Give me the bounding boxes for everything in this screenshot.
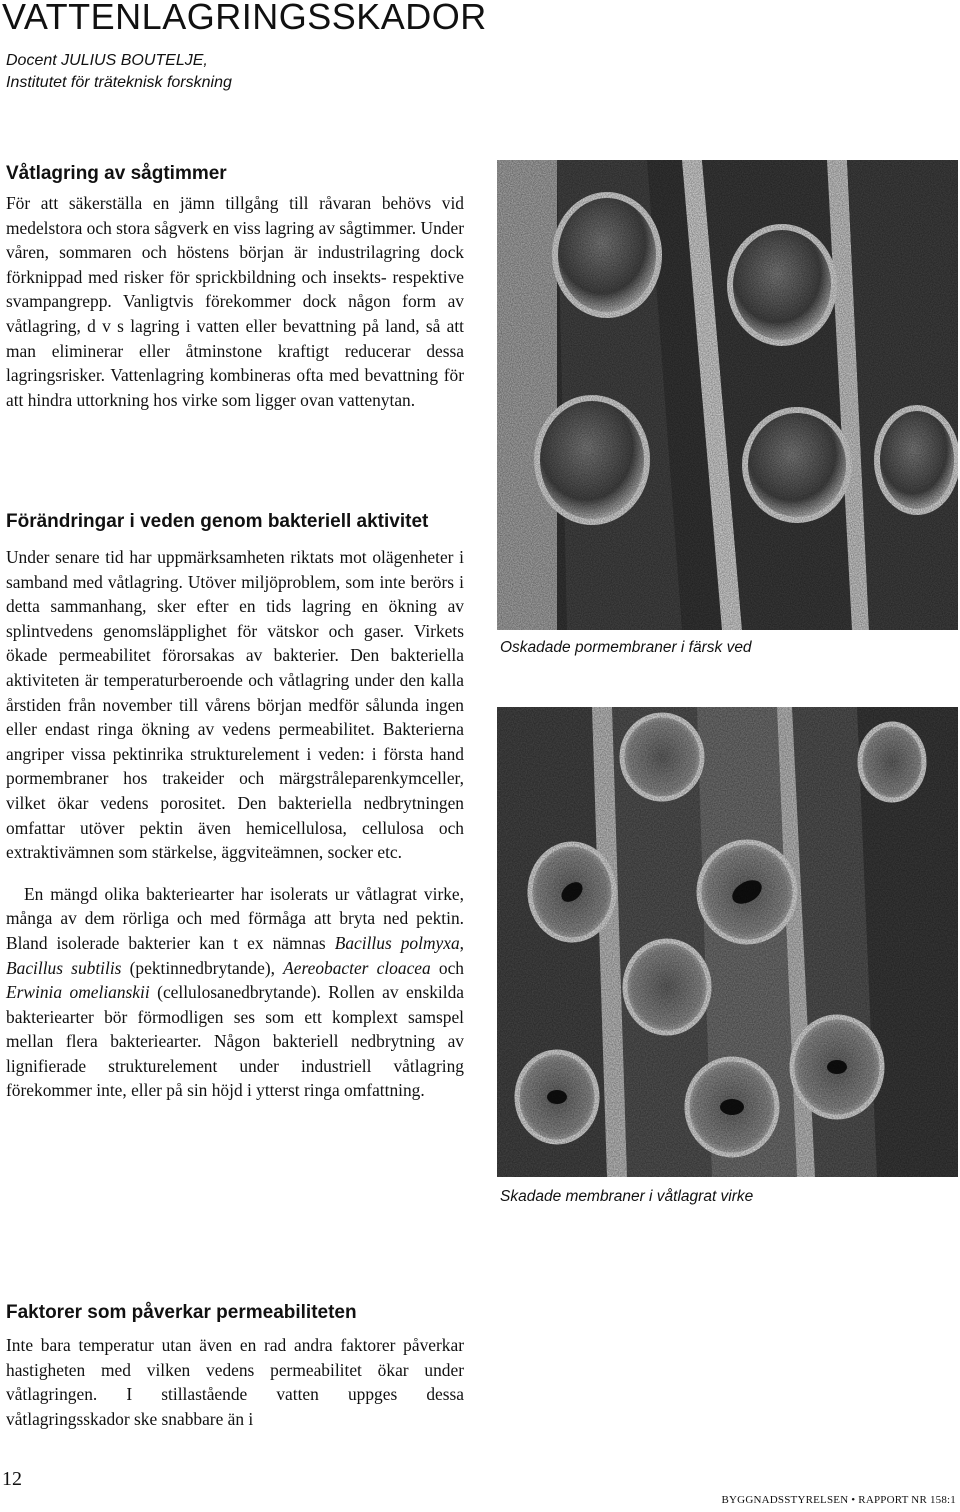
micrograph-wet-stored-wood (497, 707, 958, 1177)
section-paragraph-2 (6, 882, 464, 1103)
section-bakteriell-aktivitet (6, 508, 464, 1103)
page-title: VATTENLAGRINGSSKADOR (2, 0, 487, 37)
species-name: Erwinia omelianskii (6, 982, 150, 1003)
figure-caption: Oskadade pormembraner i färsk ved (500, 639, 752, 656)
section-heading: Förändringar i veden genom bakteriell aktivitet (6, 511, 429, 532)
author-block (6, 50, 232, 94)
report-footer: BYGGNADSSTYRELSEN • RAPPORT NR 158:1 (721, 1494, 956, 1506)
species-name: Bacillus polmyxa (334, 932, 460, 953)
figure-caption: Skadade membraner i våtlagrat virke (500, 1188, 754, 1205)
author-name: Docent JULIUS BOUTELJE, (6, 52, 208, 69)
page-number: 12 (2, 1468, 22, 1490)
species-name: Bacillus subtilis (6, 957, 122, 978)
section-faktorer (6, 1300, 464, 1431)
text-run: , (459, 932, 465, 953)
section-heading: Faktorer som påverkar permeabiliteten (6, 1302, 357, 1323)
text-run: och (430, 957, 464, 978)
section-heading: Våtlagring av sågtimmer (6, 163, 227, 184)
section-paragraph: Under senare tid har uppmärksamheten riktats mot olägenheter i samband med våtlagring. Utöver miljöproblem, som inte berörs i detta sammanhang, sker efter en tids lagring en ökning av splintvedens genomsläpplighet för vätskor och gaser. Virkets ökade permeabilitet förorsakas av bakterier. Den bakteriella aktiviteten är temperaturberoende och våtlagring under den kalla årstiden från november till vårens början medför sålunda ingen eller endast ringa ökning av vedens permeabilitet. Bakterierna angriper vissa pektinrika strukturelement i veden: i första hand pormembraner hos trakeider och märgstråleparenkymceller, vilket ökar vedens porositet. Den bakteriella nedbrytningen omfattar utöver pektin även hemicellulosa, cellulosa och extraktivämnen som stärkelse, äggviteämnen, socker etc. (6, 547, 464, 863)
author-affiliation: Institutet för träteknisk forskning (6, 74, 232, 91)
micrograph-fresh-wood (497, 160, 958, 630)
text-run: (cellulosanedbrytande). Rollen av enskilda bakteriearter bör förmodligen ses som ett komplext samspel mellan flera bakteriearter. Någon bakteriell nedbrytning av lignifierade strukturelement under industriell våtlagring förekommer inte, eller på sin höjd i ytterst ringa omfattning. (6, 982, 464, 1101)
text-run: En mängd olika bakteriearter har isolerats ur våtlagrat virke, många av dem rörliga och med förmåga att bryta ned pektin. Bland isolerade bakterier kan t ex nämnas (6, 883, 464, 953)
text-run: (pektinnedbrytande), (121, 957, 284, 978)
species-name: Aereobacter cloacea (283, 957, 431, 978)
section-paragraph: För att säkerställa en jämn tillgång till råvaran behövs vid medelstora och stora sågverk en viss lagring av sågtimmer. Under våren, sommaren och höstens början är industrilagring dock förknippad med risker för sprickbildning och insekts- respektive svampangrepp. Vanligtvis förekommer dock någon form av våtlagring, d v s lagring i vatten eller bevattning på land, så att man eliminerar eller åtminstone kraftigt reducerar dessa lagringsrisker. Vattenlagring kombineras ofta med bevattning för att hindra uttorkning hos virke som ligger ovan vattenytan. (6, 193, 464, 410)
section-vatlagring (6, 161, 464, 412)
section-paragraph: Inte bara temperatur utan även en rad andra faktorer påverkar hastigheten med vilken vedens permeabilitet ökar under våtlagringen. I stillastående vatten uppges dessa våtlagringsskador ske snabbare än i (6, 1335, 464, 1429)
